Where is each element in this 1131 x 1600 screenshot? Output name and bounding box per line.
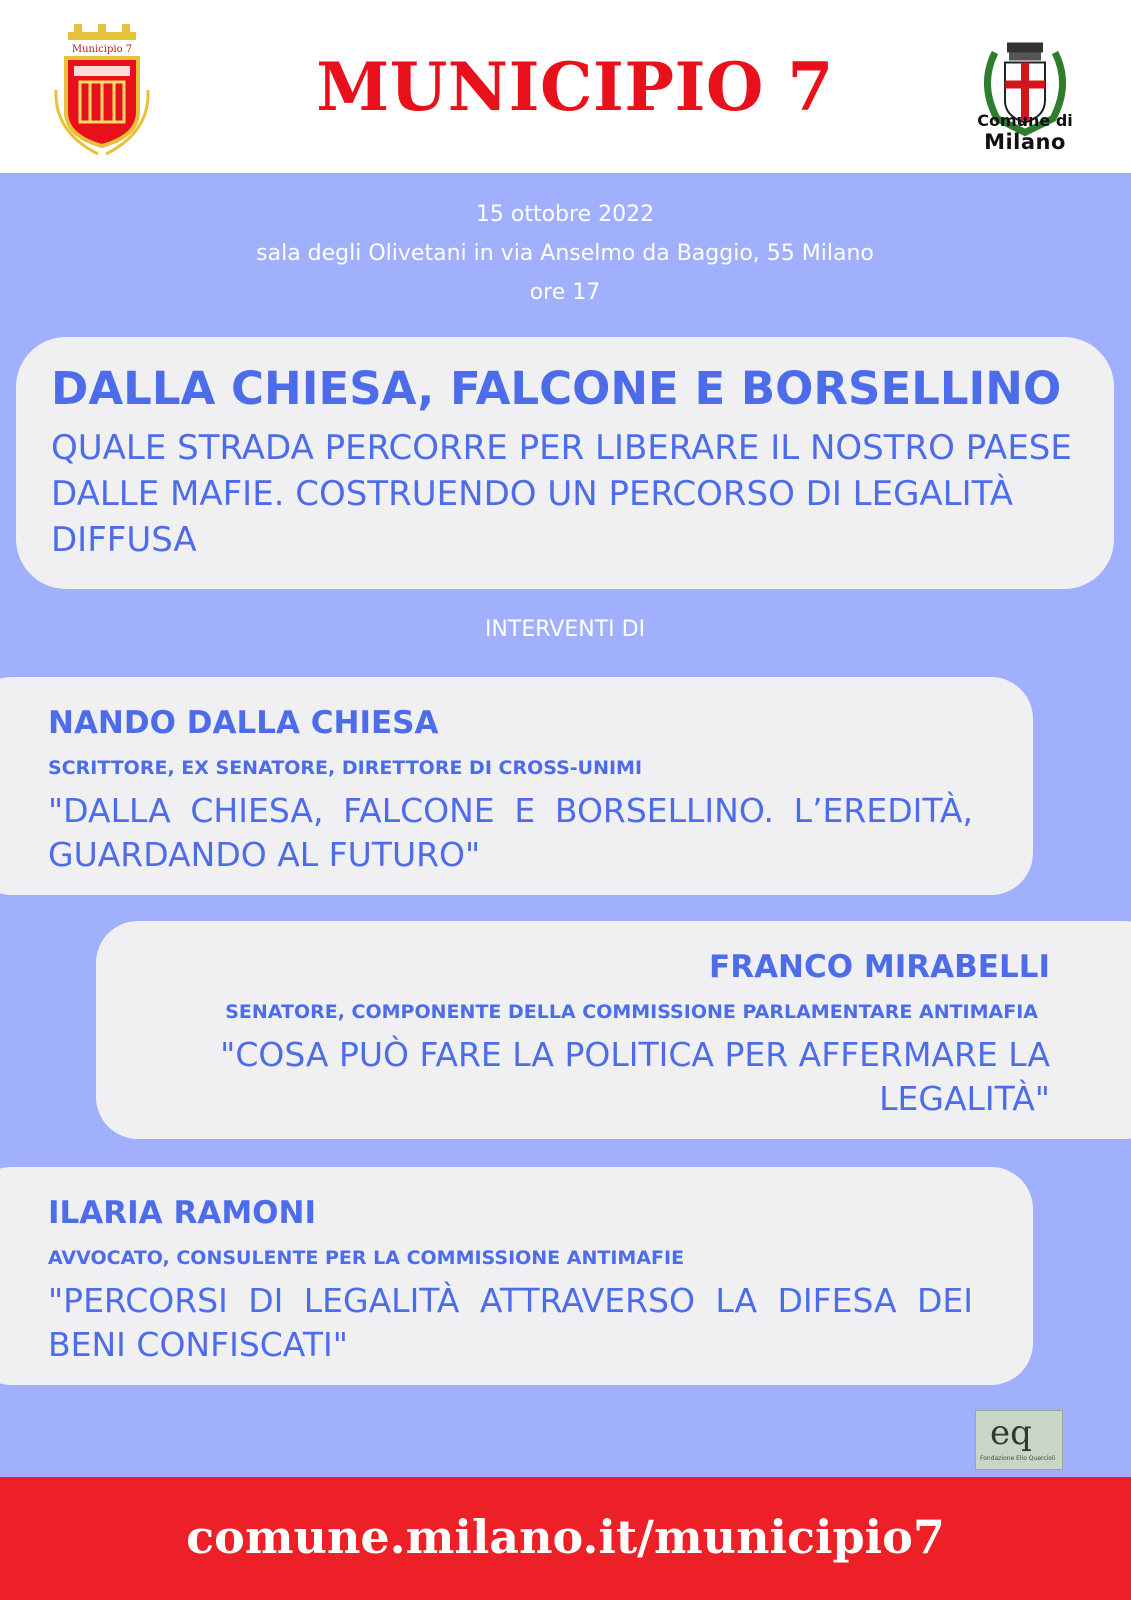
logo-text-milano: Milano [984, 130, 1066, 154]
interventi-label: INTERVENTI DI [484, 617, 646, 642]
speaker-card-ilaria-ramoni [0, 1167, 1033, 1385]
header [0, 0, 1131, 173]
speaker-card-franco-mirabelli [96, 921, 1131, 1139]
event-date: 15 ottobre 2022 [475, 202, 655, 227]
main-topic-subtitle: QUALE STRADA PERCORRE PER LIBERARE IL NOSTRO PAESE DALLE MAFIE. COSTRUENDO UN PERCORSO DI LEGALITÀ DIFFUSA [51, 428, 1072, 560]
speaker-card-nando-dalla-chiesa [0, 677, 1033, 895]
main-topic-card [16, 337, 1114, 589]
speaker-talk-title: "PERCORSI DI LEGALITÀ ATTRAVERSO LA DIFESA DEI BENI CONFISCATI" [48, 1281, 973, 1364]
eq-logo-caption: Fondazione Elio Quercioli [980, 1455, 1056, 1462]
event-place: sala degli Olivetani in via Anselmo da Baggio, 55 Milano [256, 241, 874, 266]
speaker-role: SCRITTORE, EX SENATORE, DIRETTORE DI CROSS-UNIMI [48, 757, 643, 779]
speaker-name: FRANCO MIRABELLI [709, 949, 1050, 985]
footer-url: comune.milano.it/municipio7 [186, 1510, 945, 1564]
page-title: MUNICIPIO 7 [316, 48, 834, 126]
svg-text:Municipio 7: Municipio 7 [71, 44, 133, 55]
logo-text-comune: Comune di [977, 111, 1073, 130]
eq-logo-mark: eq [990, 1413, 1032, 1453]
main-topic-title: DALLA CHIESA, FALCONE E BORSELLINO [51, 362, 1062, 415]
speaker-role: AVVOCATO, CONSULENTE PER LA COMMISSIONE ANTIMAFIE [48, 1247, 685, 1269]
speaker-talk-title: "DALLA CHIESA, FALCONE E BORSELLINO. L’EREDITÀ, GUARDANDO AL FUTURO" [48, 791, 973, 874]
comune-di-milano-logo-text [970, 112, 1080, 154]
speaker-name: NANDO DALLA CHIESA [48, 705, 439, 741]
fondazione-eq-logo [975, 1410, 1063, 1470]
speaker-talk-title: "COSA PUÒ FARE LA POLITICA PER AFFERMARE LA LEGALITÀ" [220, 1035, 1050, 1118]
speaker-name: ILARIA RAMONI [48, 1195, 317, 1231]
event-time: ore 17 [529, 280, 601, 305]
municipio-7-crest-logo [52, 20, 152, 160]
footer-banner [0, 1477, 1131, 1600]
speaker-role: SENATORE, COMPONENTE DELLA COMMISSIONE PARLAMENTARE ANTIMAFIA [225, 1001, 1038, 1023]
